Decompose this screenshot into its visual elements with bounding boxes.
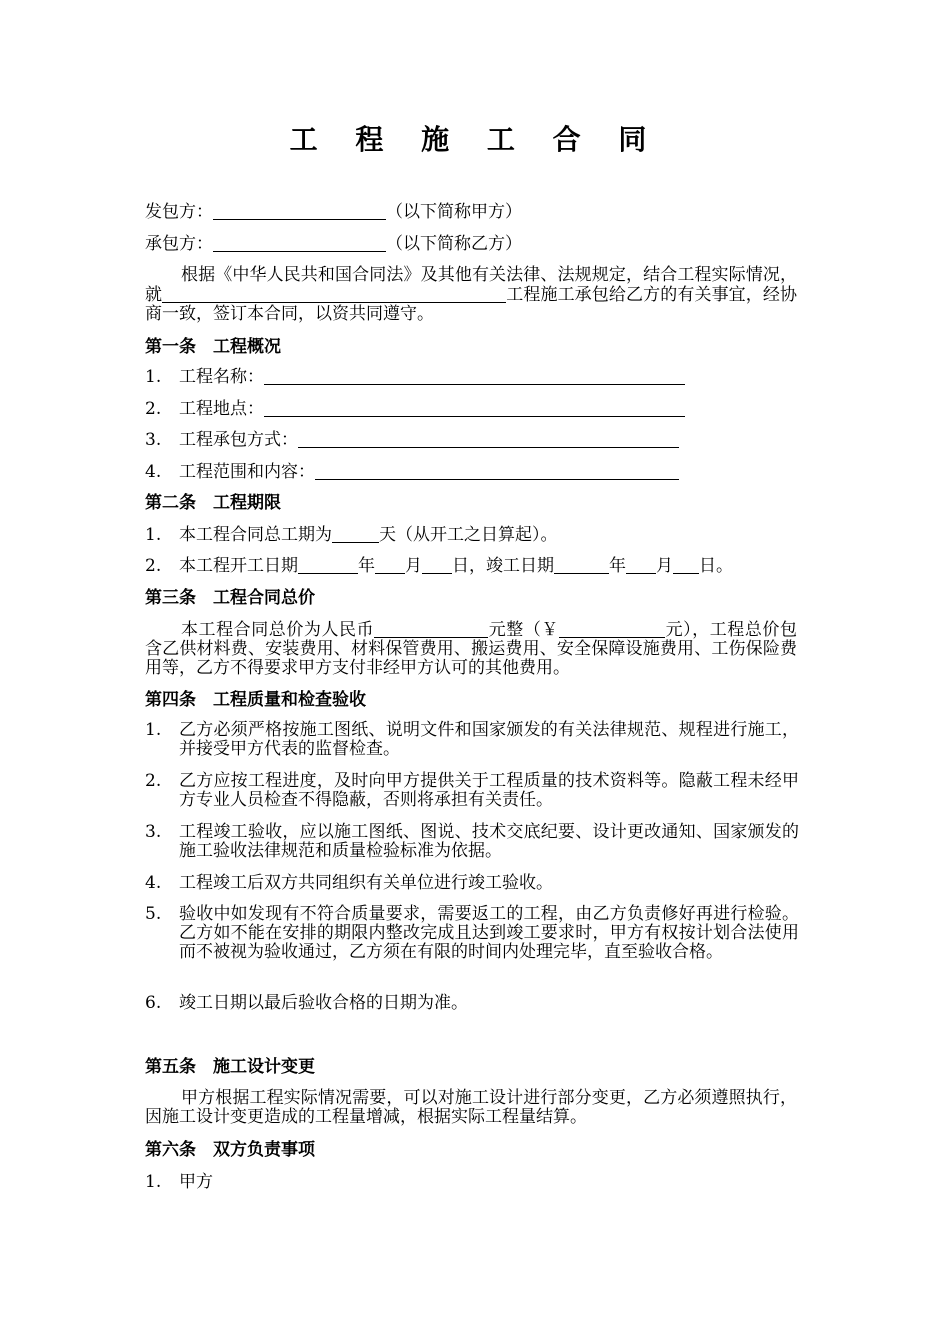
art2-item-1-b: 天（从开工之日算起）。 (379, 525, 558, 545)
end-year-blank[interactable] (554, 556, 609, 574)
art6-item-1-num: 1. (145, 1172, 162, 1192)
art5-paragraph: 甲方根据工程实际情况需要，可以对施工设计进行部分变更，乙方必须遵照执行，因施工设计变更造成的工程量增减，根据实际工程量结算。 (145, 1088, 797, 1127)
art4-item-6-text: 竣工日期以最后验收合格的日期为准。 (179, 993, 468, 1013)
article-5-heading: 第五条 施工设计变更 (145, 1057, 315, 1077)
start-year-blank[interactable] (298, 556, 358, 574)
art2-item-2-num: 2. (145, 556, 162, 576)
month-label: 月 (405, 556, 422, 576)
price-number-blank[interactable] (559, 620, 665, 638)
art4-item-2-num: 2. (145, 771, 162, 791)
price-words-blank[interactable] (374, 620, 488, 638)
art1-item-2-label: 工程地点： (179, 399, 264, 419)
art2-item-1-num: 1. (145, 525, 162, 545)
article-1-heading: 第一条 工程概况 (145, 337, 281, 357)
party-a-label: 发包方： (145, 202, 213, 222)
start-day-blank[interactable] (422, 556, 452, 574)
art4-item-3 (145, 823, 799, 861)
article-3-heading: 第三条 工程合同总价 (145, 588, 315, 608)
art2-item-2-end: 日。 (699, 556, 733, 576)
art4-item-3-text: 工程竣工验收，应以施工图纸、图说、技术交底纪要、设计更改通知、国家颁发的施工验收法律规范和质量检验标准为依据。 (179, 822, 799, 861)
art1-item-4 (145, 462, 679, 482)
intro-paragraph (145, 266, 797, 324)
art4-item-5 (145, 905, 799, 962)
party-b-suffix: （以下简称乙方） (386, 234, 522, 254)
art4-item-1 (145, 721, 799, 759)
art1-item-2 (145, 399, 685, 419)
article-6-heading: 第六条 双方负责事项 (145, 1140, 315, 1160)
art4-item-4-text: 工程竣工后双方共同组织有关单位进行竣工验收。 (179, 873, 553, 893)
art1-item-2-num: 2. (145, 399, 162, 419)
intro-part2: 工程施工承包给乙方的有关事宜，经协商一致，签订本合同，以资共同遵守。 (145, 285, 798, 324)
art2-item-2 (145, 556, 733, 576)
article-2-heading: 第二条 工程期限 (145, 493, 281, 513)
art4-item-6 (145, 994, 799, 1013)
party-b-label: 承包方： (145, 234, 213, 254)
art2-item-2-d: 日，竣工日期 (452, 556, 554, 576)
art4-item-1-text: 乙方必须严格按施工图纸、说明文件和国家颁发的有关法律规范、规程进行施工，并接受甲方代表的监督检查。 (179, 720, 799, 759)
art3-a: 本工程合同总价为人民币 (181, 620, 375, 640)
art3-paragraph (145, 620, 797, 678)
intro-project-blank[interactable] (162, 285, 506, 303)
art1-item-3 (145, 430, 679, 450)
duration-days-blank[interactable] (332, 525, 379, 543)
art4-item-4-num: 4. (145, 873, 162, 893)
art1-item-3-num: 3. (145, 430, 162, 450)
party-a-line (145, 202, 522, 222)
art3-b: 元整（￥ (488, 620, 559, 640)
end-month-blank[interactable] (626, 556, 656, 574)
art3-c: 元），工程总价包含乙供材料费、安装费用、材料保管费用、搬运费用、安全保障设施费用、工伤保险费用等，乙方不得要求甲方支付非经甲方认可的其他费用。 (145, 620, 797, 678)
art2-item-2-a: 本工程开工日期 (179, 556, 298, 576)
party-a-suffix: （以下简称甲方） (386, 202, 522, 222)
art4-item-5-num: 5. (145, 904, 162, 924)
art1-item-1-num: 1. (145, 367, 162, 387)
project-name-blank[interactable] (264, 367, 685, 385)
art4-item-6-num: 6. (145, 993, 162, 1013)
project-location-blank[interactable] (264, 399, 685, 417)
start-month-blank[interactable] (375, 556, 405, 574)
art1-item-4-label: 工程范围和内容： (179, 462, 315, 482)
art4-item-4 (145, 874, 799, 893)
art1-item-3-label: 工程承包方式： (179, 430, 298, 450)
art4-item-5-text: 验收中如发现有不符合质量要求，需要返工的工程，由乙方负责修好再进行检验。乙方如不能在安排的期限内整改完成且达到竣工要求时，甲方有权按计划合法使用而不被视为验收通过，乙方须在有限的时间内处理完毕，直至验收合格。 (179, 904, 799, 962)
contract-mode-blank[interactable] (298, 430, 679, 448)
art4-item-2-text: 乙方应按工程进度，及时向甲方提供关于工程质量的技术资料等。隐蔽工程未经甲方专业人员检查不得隐蔽，否则将承担有关责任。 (179, 771, 799, 810)
art4-item-2 (145, 772, 799, 810)
month-label-2: 月 (656, 556, 673, 576)
year-label-2: 年 (609, 556, 626, 576)
art2-item-1 (145, 525, 558, 545)
art6-item-1 (145, 1172, 213, 1192)
intro-part1: 根据《中华人民共和国合同法》及其他有关法律、法规规定，结合工程实际情况，就 (145, 265, 797, 305)
document-title: 工 程 施 工 合 同 (289, 123, 661, 156)
end-day-blank[interactable] (673, 556, 699, 574)
art1-item-1-label: 工程名称： (179, 367, 264, 387)
art2-item-1-a: 本工程合同总工期为 (179, 525, 332, 545)
article-4-heading: 第四条 工程质量和检查验收 (145, 690, 366, 710)
party-a-blank[interactable] (213, 202, 386, 220)
project-scope-blank[interactable] (315, 462, 679, 480)
party-b-line (145, 234, 522, 254)
art4-item-1-num: 1. (145, 720, 162, 740)
art1-item-4-num: 4. (145, 462, 162, 482)
party-b-blank[interactable] (213, 234, 386, 252)
art6-item-1-text: 甲方 (179, 1172, 213, 1192)
year-label: 年 (358, 556, 375, 576)
art1-item-1 (145, 367, 685, 387)
art4-item-3-num: 3. (145, 822, 162, 842)
